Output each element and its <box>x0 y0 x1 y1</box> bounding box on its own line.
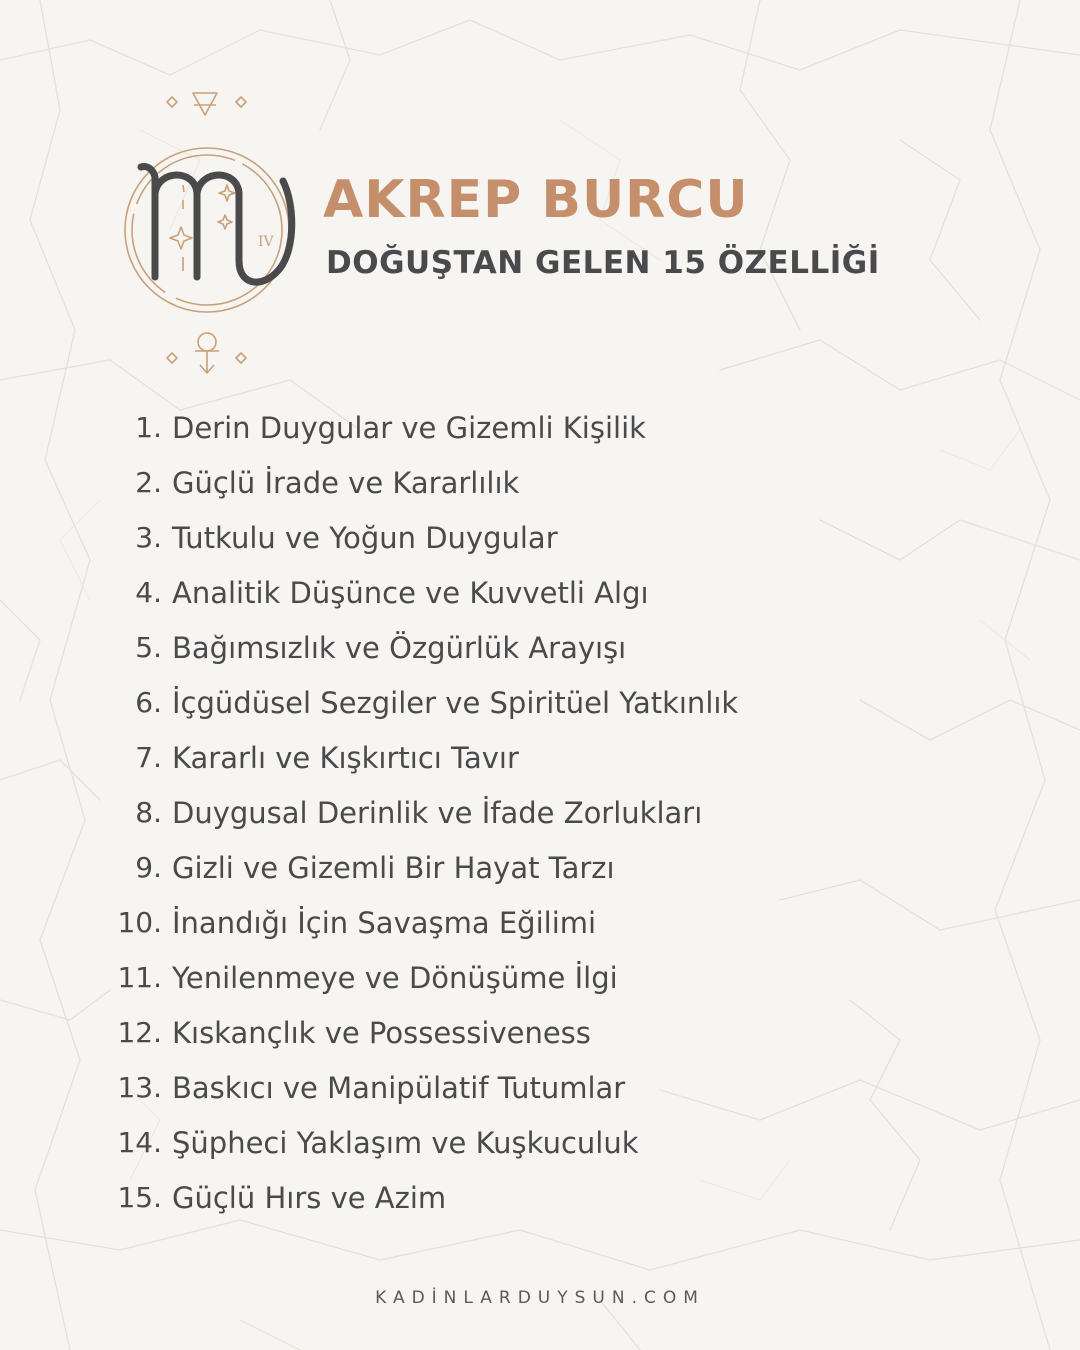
page-subtitle: DOĞUŞTAN GELEN 15 ÖZELLİĞİ <box>326 245 880 281</box>
item-text: Güçlü İrade ve Kararlılık <box>172 465 520 500</box>
list-item <box>100 400 738 455</box>
item-number: 4. <box>135 576 162 609</box>
item-number: 5. <box>135 631 162 664</box>
list-item <box>100 620 738 675</box>
scorpio-emblem-icon <box>115 85 305 380</box>
item-number: 15. <box>117 1181 162 1214</box>
item-text: Analitik Düşünce ve Kuvvetli Algı <box>172 575 649 610</box>
item-number: 9. <box>135 851 162 884</box>
item-text: Yenilenmeye ve Dönüşüme İlgi <box>172 960 618 995</box>
traits-list <box>100 400 738 1225</box>
item-text: Bağımsızlık ve Özgürlük Arayışı <box>172 630 627 665</box>
item-number: 2. <box>135 466 162 499</box>
item-number: 3. <box>135 521 162 554</box>
item-text: Güçlü Hırs ve Azim <box>172 1180 447 1215</box>
item-number: 11. <box>117 961 162 994</box>
list-item <box>100 1170 738 1225</box>
item-text: Duygusal Derinlik ve İfade Zorlukları <box>172 795 703 830</box>
list-item <box>100 1060 738 1115</box>
item-number: 14. <box>117 1126 162 1159</box>
item-text: İçgüdüsel Sezgiler ve Spiritüel Yatkınlık <box>172 685 739 720</box>
svg-text:IV: IV <box>258 234 274 250</box>
list-item <box>100 950 738 1005</box>
item-text: Derin Duygular ve Gizemli Kişilik <box>172 410 646 445</box>
list-item <box>100 510 738 565</box>
list-item <box>100 1005 738 1060</box>
item-number: 6. <box>135 686 162 719</box>
page-title: AKREP BURCU <box>323 170 749 230</box>
list-item <box>100 730 738 785</box>
item-number: 7. <box>135 741 162 774</box>
list-item <box>100 895 738 950</box>
list-item <box>100 1115 738 1170</box>
item-number: 13. <box>117 1071 162 1104</box>
item-number: 1. <box>135 411 162 444</box>
list-item <box>100 565 738 620</box>
list-item <box>100 455 738 510</box>
item-number: 10. <box>117 906 162 939</box>
item-number: 12. <box>117 1016 162 1049</box>
item-text: Şüpheci Yaklaşım ve Kuşkuculuk <box>172 1125 639 1160</box>
item-text: Baskıcı ve Manipülatif Tutumlar <box>172 1070 626 1105</box>
item-text: Gizli ve Gizemli Bir Hayat Tarzı <box>172 850 615 885</box>
item-text: Tutkulu ve Yoğun Duygular <box>172 520 558 555</box>
item-text: Kıskançlık ve Possessiveness <box>172 1015 591 1050</box>
list-item <box>100 675 738 730</box>
list-item <box>100 785 738 840</box>
list-item <box>100 840 738 895</box>
item-text: İnandığı İçin Savaşma Eğilimi <box>172 905 597 940</box>
footer-website: KADİNLARDUYSUN.COM <box>375 1288 705 1308</box>
item-number: 8. <box>135 796 162 829</box>
item-text: Kararlı ve Kışkırtıcı Tavır <box>172 740 519 775</box>
